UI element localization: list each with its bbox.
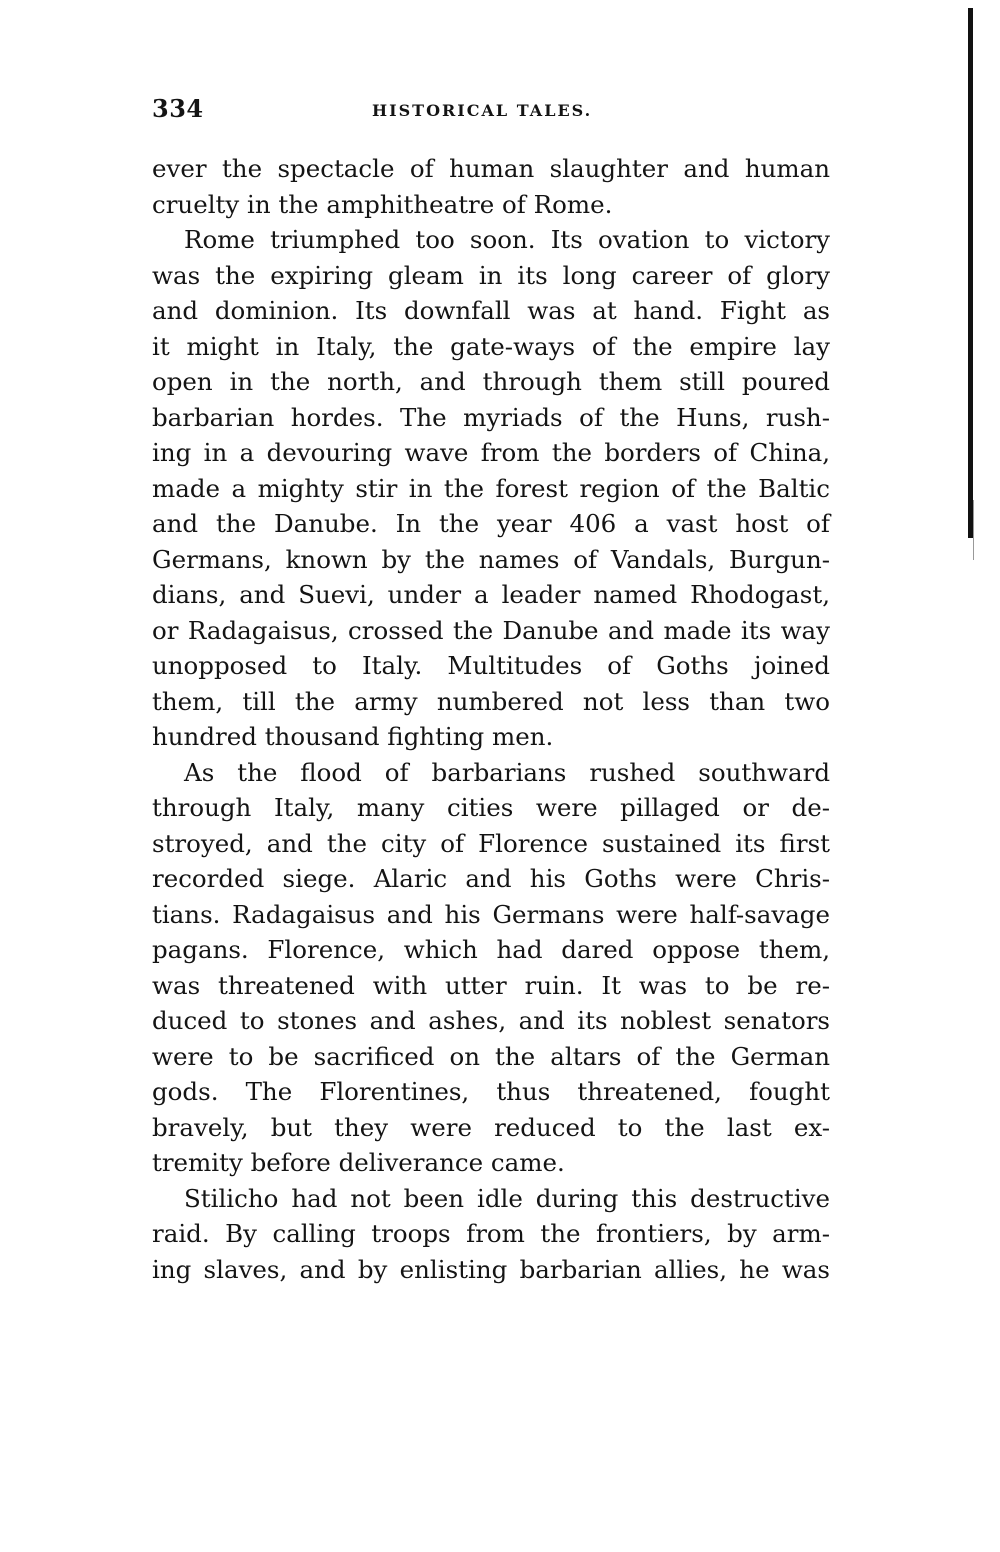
- text-line: open in the north, and through them still poured: [152, 367, 830, 396]
- text-line: was threatened with utter ruin. It was to be re-: [152, 970, 830, 1000]
- binding-edge-mark: [973, 500, 974, 560]
- text-line: and dominion. Its downfall was at hand. Fight as: [152, 296, 830, 325]
- text-line: were to be sacrificed on the altars of the German: [152, 1041, 830, 1071]
- binding-edge: [968, 8, 973, 538]
- text-line: gods. The Florentines, thus threatened, fought: [152, 1077, 830, 1106]
- running-title: HISTORICAL TALES.: [372, 101, 593, 120]
- text-line: or Radagaisus, crossed the Danube and made its way: [152, 615, 830, 645]
- text-line: dians, and Suevi, under a leader named Rhodogast,: [152, 580, 830, 609]
- text-line: barbarian hordes. The myriads of the Huns, rush-: [152, 402, 830, 432]
- text-line: ing in a devouring wave from the borders of China,: [152, 438, 830, 467]
- text-line: raid. By calling troops from the frontiers, by arm-: [152, 1219, 830, 1248]
- text-line: through Italy, many cities were pillaged or de-: [152, 793, 830, 822]
- text-line: tremity before deliverance came.: [152, 1148, 565, 1177]
- page-header: [152, 94, 830, 134]
- text-line: pagans. Florence, which had dared oppose them,: [152, 935, 830, 964]
- text-line: cruelty in the amphitheatre of Rome.: [152, 189, 613, 219]
- text-line: recorded siege. Alaric and his Goths were Chris-: [152, 864, 830, 893]
- text-line: duced to stones and ashes, and its noblest senators: [152, 1006, 830, 1035]
- text-line: made a mighty stir in the forest region of the Baltic: [152, 473, 830, 503]
- body-text: [152, 151, 830, 1287]
- text-line: Germans, known by the names of Vandals, Burgun-: [152, 544, 830, 574]
- text-line: Rome triumphed too soon. Its ovation to victory: [184, 225, 830, 254]
- text-line: unopposed to Italy. Multitudes of Goths joined: [152, 651, 830, 680]
- text-line: hundred thousand fighting men.: [152, 722, 554, 751]
- text-line: it might in Italy, the gate-ways of the empire lay: [152, 331, 830, 361]
- page-number: 334: [152, 94, 204, 123]
- text-line: tians. Radagaisus and his Germans were half-savage: [152, 899, 830, 929]
- text-line: them, till the army numbered not less than two: [152, 686, 830, 716]
- text-line: ing slaves, and by enlisting barbarian allies, he was: [152, 1254, 830, 1284]
- text-line: and the Danube. In the year 406 a vast host of: [152, 509, 830, 538]
- text-line: bravely, but they were reduced to the last ex-: [152, 1112, 830, 1142]
- text-line: was the expiring gleam in its long career of glory: [152, 260, 830, 290]
- text-line: stroyed, and the city of Florence sustained its first: [152, 828, 830, 858]
- text-line: ever the spectacle of human slaughter and human: [152, 154, 830, 183]
- text-line: As the flood of barbarians rushed southward: [184, 757, 830, 787]
- text-line: Stilicho had not been idle during this destructive: [184, 1183, 830, 1213]
